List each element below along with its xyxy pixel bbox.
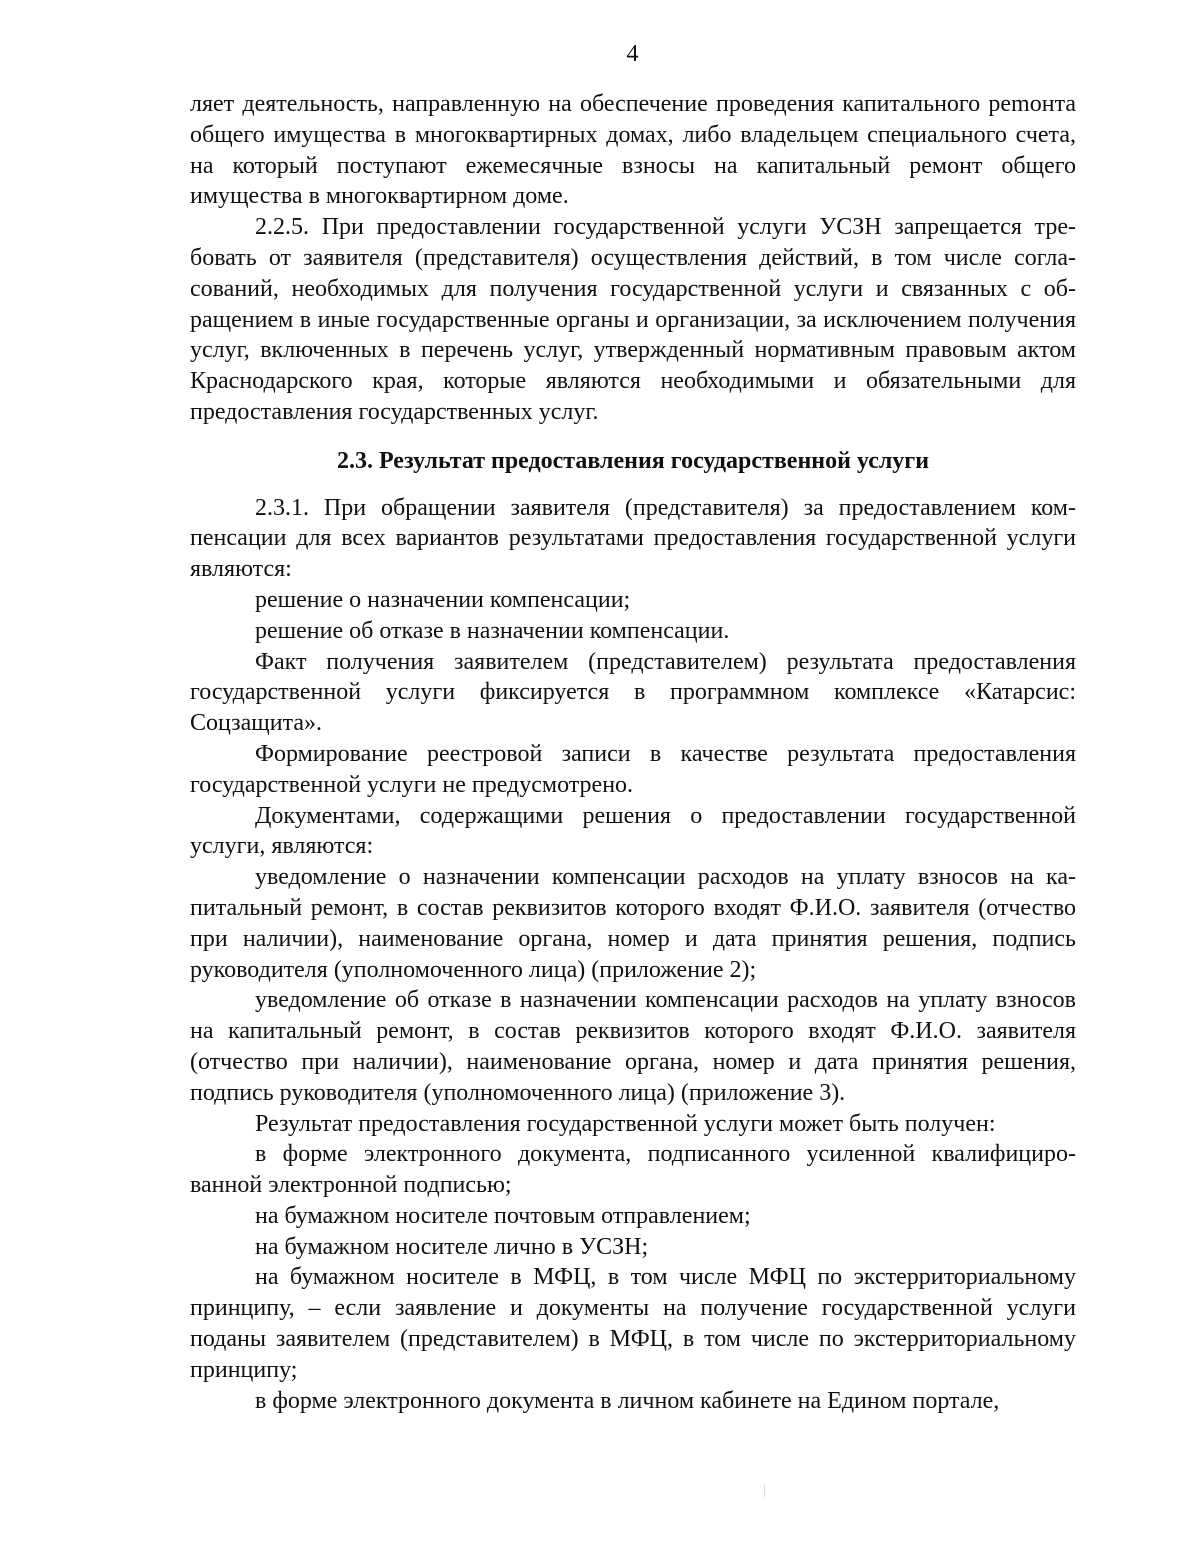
list-item-paper-personal: на бумажном носителе лично в УСЗН;	[255, 1233, 649, 1260]
list-item-decision-refuse: решение об отказе в назначении компенсации.	[255, 617, 730, 644]
list-item-decision-grant: решение о назначении компенсации;	[255, 586, 631, 613]
list-item-electronic-portal: в форме электронного документа в личном кабинете на Едином портале,	[255, 1387, 1000, 1414]
list-item-paper-mfc: на бумажном носителе в МФЦ, в том числе МФЦ по экстерриториальному принципу, – если заявление и документы на получение государственной услуги поданы заявителем (представителем) в МФЦ, в том числе по экстерриториальному принципу;	[190, 1264, 1076, 1383]
paragraph-result-delivery-intro: Результат предоставления государственной услуги может быть получен:	[255, 1110, 996, 1137]
paragraph-2-2-5: 2.2.5. При предоставлении государственной услуги УСЗН запрещается требовать от заявителя (представителя) осуществления действий, в том числе согласований, необходимых для получения государственной услуги и связанных с обращением в иные государственные органы и организации, за исключением получения услуг, включенных в перечень услуг, утвержденный нормативным правовым актом Краснодарского края, которые являются необходимыми и обязательными для предоставления государственных услуг.	[190, 214, 1076, 425]
paragraph-decision-documents: Документами, содержащими решения о предоставлении государственной услуги, являются:	[190, 802, 1076, 860]
scan-speck	[764, 1485, 765, 1497]
paragraph-fact-of-receipt: Факт получения заявителем (представителем) результата предоставления государственной услуги фиксируется в программном комплексе «Катарсис: Соцзащита».	[190, 648, 1076, 737]
paragraph-2-3-1: 2.3.1. При обращении заявителя (представителя) за предоставлением компенсации для всех вариантов результатами предоставления государственной услуги являются:	[190, 494, 1076, 583]
paragraph-intro-continuation: ляет деятельность, направленную на обеспечение проведения капитального реmонта общего имущества в многоквартирных домах, либо владельцем специального счета, на который поступают ежемесячные взносы на капитальный ремонт общего имущества в многоквартирном доме.	[190, 91, 1076, 210]
list-item-notice-refuse: уведомление об отказе в назначении компенсации расходов на уплату взносов на капитальный ремонт, в состав реквизитов которого входят Ф.И.О. заявителя (отчество при наличии), наименование органа, номер и дата принятия решения, подпись руководителя (уполномоченного лица) (приложение 3).	[190, 987, 1076, 1106]
list-item-notice-grant: уведомление о назначении компенсации расходов на уплату взносов на капитальный ремонт, в состав реквизитов которого входят Ф.И.О. заявителя (отчество при наличии), наименование органа, номер и дата принятия решения, подпись руководителя (уполномоченного лица) (приложение 2);	[190, 864, 1076, 983]
list-item-paper-mail: на бумажном носителе почтовым отправлением;	[255, 1202, 751, 1229]
section-heading-2-3: 2.3. Результат предоставления государственной услуги	[336, 447, 930, 474]
document-body	[190, 89, 1076, 1416]
paragraph-registry-record: Формирование реестровой записи в качестве результата предоставления государственной услуги не предусмотрено.	[190, 740, 1076, 798]
list-item-electronic-signed: в форме электронного документа, подписанного усиленной квалифицированной электронной подписью;	[190, 1141, 1076, 1199]
page-number: 4	[626, 41, 639, 67]
